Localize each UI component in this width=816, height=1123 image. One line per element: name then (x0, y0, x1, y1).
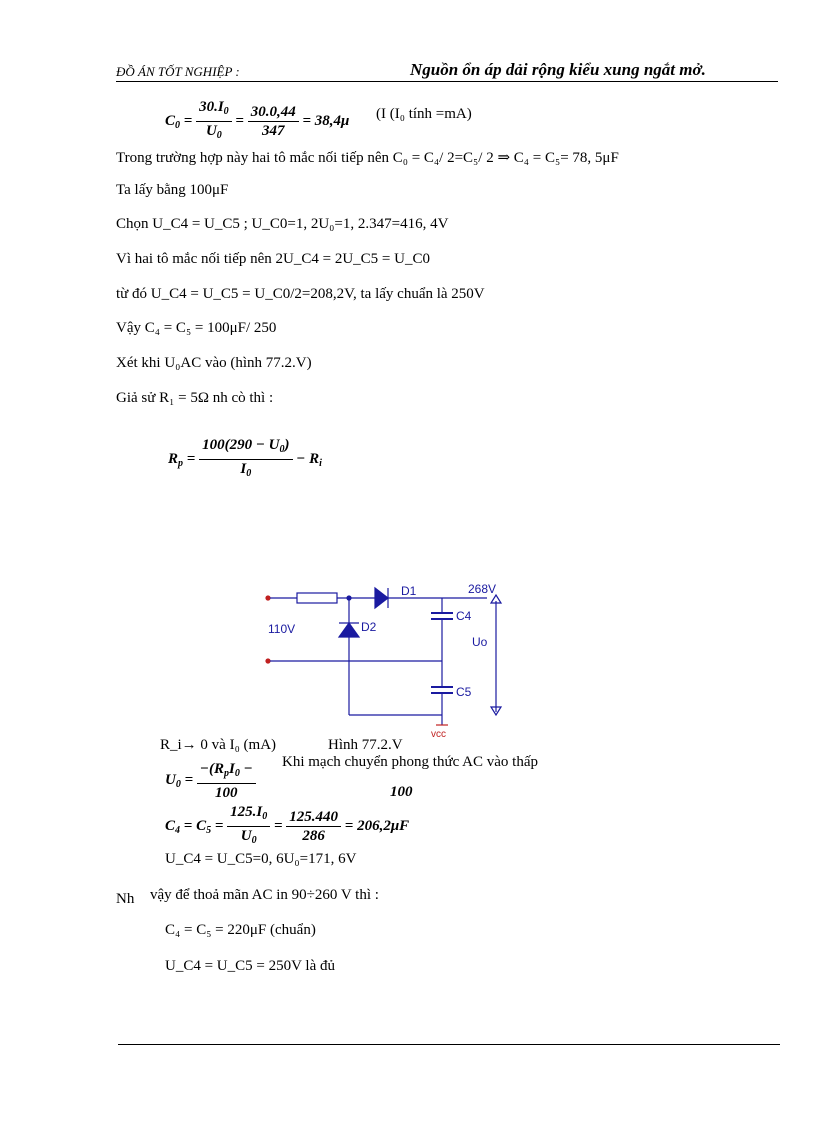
line-12a: Nh (116, 891, 135, 907)
c0-note: (I (I₀ tính =mA) (376, 106, 472, 122)
line-14: U_C4 = U_C5 = 250V là đủ (165, 958, 335, 974)
u0-denominator-2: 100 (390, 784, 413, 800)
line-8: Giả sử R₁ = 5Ω nh cò thì : (116, 390, 274, 406)
label-c4: C4 (456, 609, 472, 623)
u0-equation: $U_0$ = $\frac{-(R_pI_0 -}{100}$ (165, 760, 256, 802)
rp-frac: $\frac{100(290 - U_0)}{I_0}$ (199, 436, 292, 483)
input-terminal-top (266, 596, 270, 600)
line-3: Chọn U_C4 = U_C5 ; U_C0=1, 2U₀=1, 2.347=416, 4V (116, 216, 449, 232)
c0-frac-2: $\frac{30.0,44}{347}$ (248, 103, 299, 140)
line-ri: R_i→ 0 và I₀ (mA) (160, 737, 277, 753)
label-d1: D1 (401, 584, 417, 598)
diode-d1 (375, 588, 388, 608)
resistor (297, 593, 337, 603)
u0-frac: $\frac{-(R_pI_0 -}{100}$ (197, 760, 256, 802)
header-title: Nguồn ổn áp dải rộng kiểu xung ngắt mở. (410, 60, 706, 79)
rp-equation: $R_p$ = $\frac{100(290 - U_0)}{I_0}$ − $R_i$ (168, 436, 322, 483)
label-110v: 110V (268, 622, 296, 636)
line-10: Khi mạch chuyển phong thức AC vào thấp (282, 754, 538, 770)
header-left: ĐỒ ÁN TỐT NGHIỆP : (116, 64, 240, 79)
line-5: từ đó U_C4 = U_C5 = U_C0/2=208,2V, ta lấy chuẩn là 250V (116, 286, 485, 302)
line-7: Xét khi U₀AC vào (hình 77.2.V) (116, 355, 312, 371)
line-1: Trong trường hợp này hai tô mắc nối tiếp nên C₀ = C₄/ 2=C₅/ 2 ⇒ C₄ = C₅= 78, 5μF (116, 150, 619, 166)
footer-rule (118, 1044, 780, 1045)
c0-equation: $C_0$ = $\frac{30.I_0}{U_0}$ = $\frac{30.0,44}{347}$ = 38,4μ (165, 98, 349, 145)
label-vcc: vcc (431, 729, 446, 740)
header-rule (116, 81, 778, 82)
line-2: Ta lấy bằng 100μF (116, 182, 229, 198)
c4-frac-2: $\frac{125.440}{286}$ (286, 808, 341, 845)
label-uo: Uo (472, 635, 488, 649)
line-11: U_C4 = U_C5=0, 6U₀=171, 6V (165, 851, 357, 867)
c4-frac-1: $\frac{125.I_0}{U_0}$ (227, 803, 270, 850)
line-13: C₄ = C₅ = 220μF (chuẩn) (165, 922, 316, 938)
label-c5: C5 (456, 685, 472, 699)
c4-equation: $C_4 = C_5$ = $\frac{125.I_0}{U_0}$ = $\frac{125.440}{286}$ = 206,2μF (165, 803, 409, 850)
c0-frac-1: $\frac{30.I_0}{U_0}$ (196, 98, 232, 145)
label-d2: D2 (361, 620, 377, 634)
line-4: Vì hai tô mắc nối tiếp nên 2U_C4 = 2U_C5 = U_C0 (116, 251, 430, 267)
figure-caption: Hình 77.2.V (328, 737, 403, 753)
diode-d2 (339, 623, 359, 637)
input-terminal-bottom (266, 659, 270, 663)
line-6: Vậy C₄ = C₅ = 100μF/ 250 (116, 320, 277, 336)
line-12b: vậy để thoả mãn AC in 90÷260 V thì : (150, 887, 379, 903)
circuit-diagram (255, 575, 515, 745)
label-268v: 268V (468, 582, 497, 596)
